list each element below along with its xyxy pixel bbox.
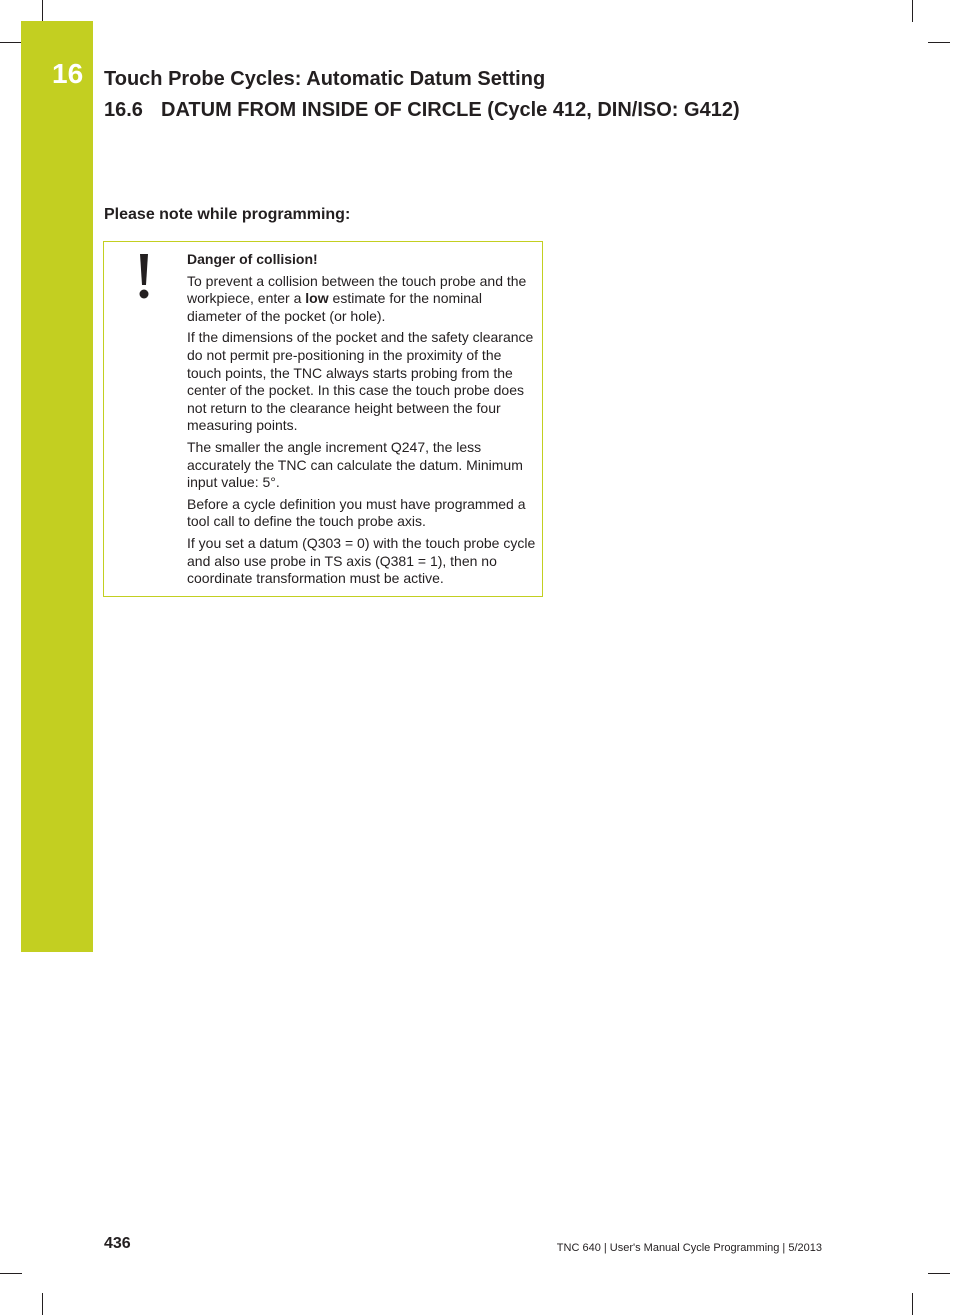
note-divider xyxy=(185,242,186,596)
crop-mark xyxy=(0,1273,22,1274)
chapter-sidebar xyxy=(21,21,93,952)
crop-mark xyxy=(912,0,913,22)
note-paragraph xyxy=(187,273,537,326)
note-heading: Please note while programming: xyxy=(104,206,351,223)
note-paragraph: If the dimensions of the pocket and the safety clearance do not permit pre-positioning in the proximity of the touch points, the TNC always starts probing from the center of the pocket. In this case the touch probe does not return to the clearance height between the four measuring points. xyxy=(187,329,534,434)
crop-mark xyxy=(928,42,950,43)
crop-mark xyxy=(42,0,43,22)
page-number: 436 xyxy=(104,1235,131,1252)
note-title: Danger of collision! xyxy=(187,251,318,267)
note-text: estimate for the nominal diameter of the pocket (or hole). xyxy=(187,290,482,324)
note-paragraph: Before a cycle definition you must have programmed a tool call to define the touch probe axis. xyxy=(187,495,526,530)
warning-note-box xyxy=(103,241,543,597)
section-title-text: DATUM FROM INSIDE OF CIRCLE (Cycle 412, DIN/ISO: G412) xyxy=(161,99,740,121)
section-number: 16.6 xyxy=(104,99,143,121)
chapter-title: Touch Probe Cycles: Automatic Datum Setting xyxy=(104,68,546,90)
note-content xyxy=(187,251,537,592)
note-text: To prevent a collision between the touch probe and the workpiece, enter a xyxy=(187,272,527,307)
crop-mark xyxy=(0,42,22,43)
note-bold-text: low xyxy=(305,290,329,307)
crop-mark xyxy=(42,1293,43,1315)
note-paragraph: The smaller the angle increment Q247, the less accurately the TNC can calculate the datum. Minimum input value: 5°. xyxy=(187,438,523,491)
crop-mark xyxy=(912,1293,913,1315)
chapter-number: 16 xyxy=(52,58,84,89)
footer-text: TNC 640 | User's Manual Cycle Programming | 5/2013 xyxy=(556,1242,822,1254)
exclamation-icon xyxy=(136,254,152,300)
crop-mark xyxy=(928,1273,950,1274)
note-paragraph: If you set a datum (Q303 = 0) with the touch probe cycle and also use probe in TS axis (Q381 = 1), then no coordinate transformation must be active. xyxy=(187,534,536,587)
section-title xyxy=(104,98,740,122)
